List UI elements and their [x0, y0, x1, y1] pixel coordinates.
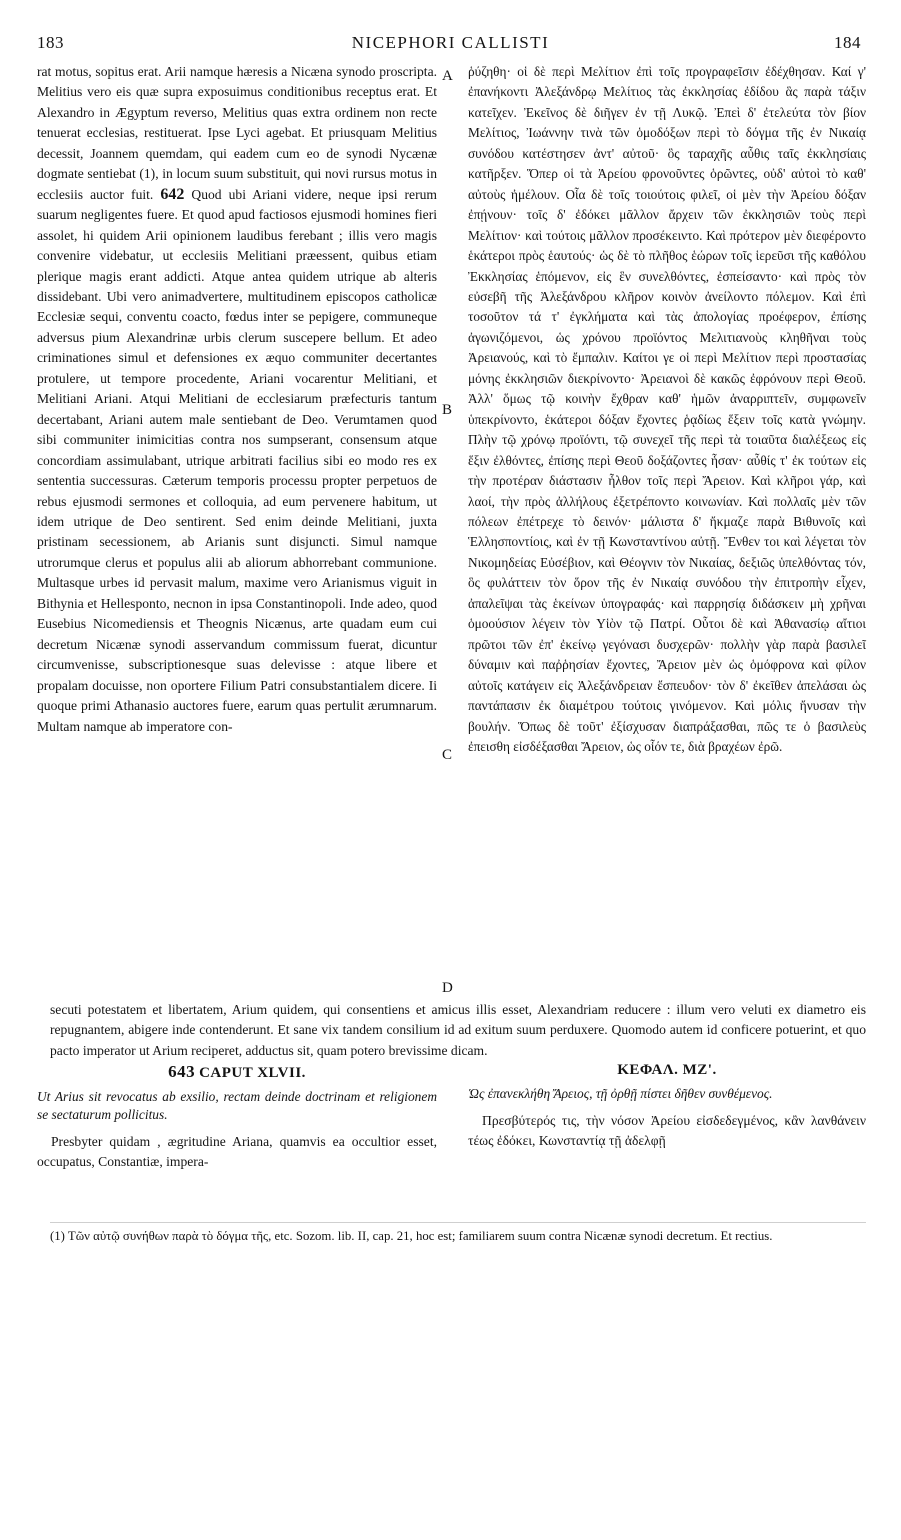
latin-text-2: Quod ubi Ariani videre, neque ipsi rerum suarum negligentes fuere. Et quod apud factiosos ejusmodi homines fieri assolet, hi quidem Arii opinionem laudibus ferebant ; illis vero magis convenire videbatur, ut ecclesiis Melitiani præessent, quibus etiam plerique magis erant addicti. Atque antea quidem utrique ab alteris dissidebant. Ubi vero animadvertere, multitudinem episcopos catholicæ Ecclesiæ sequi, conventu coacto, fœdus inter se pepigere, communeque adversus pium Alexandrinæ urbis clerum suscepere bellum. Et adeo criminationes simul et defensiones ex æquo communiter decertantes protulere, ut tempore procedente, Ariani vocarentur Melitiani, et Melitiani Ariani. Atqui Melitiani de ecclesiarum præfecturis tantum decertabant, Ariani autem male sentiebant de Deo. Verumtamen quod sibi communiter inimicitias contra nos sumpserant, consensum atque concordiam assimulabant, utrique arbitrati facilius sibi eo modo res ex sententia successuras. Cæterum temporis processu propter perpetuos de rebus ejusmodi sermones et colloquia, ad eum pervenere habitum, ut idem utrique de Deo sentirent. Sed enim deinde Melitiani, juxta pristinam secessionem, ab Arianis sunt disjuncti. Simul namque utrorumque clerus et populus alii ab aliorum abhorrebant communione. Multasque urbes id pervasit malum, maxime vero Arianismus viguit in Bithynia et Hellesponto, necnon in ipsa Constantinopoli. Inde adeo, quod Eusebius Nicomediensis et Theognis Nicænus, arte quadam eum cui decretum Nicænæ synodi asservandum commissum fuerat, dicuntur circumvenisse, subscriptionesque suas delevisse : atque libere et propalam docuisse, non oportere Filium Patri consubstantialem dicere. Ii quoque primi Athanasio auctores fuere, earum quas pertulit ærumnarum. Multam namque ab imperatore con-	[37, 186, 437, 734]
latin-chapter-text: Presbyter quidam , ægritudine Ariana, quamvis ea occultior esset, occupatus, Constantiæ, impera-	[37, 1134, 437, 1170]
latin-full-width-text	[50, 1000, 866, 1061]
greek-chapter-heading: ΚΕΦΑΛ. ΜΖ'.	[617, 1062, 717, 1078]
section-marker-c: C	[442, 747, 453, 763]
greek-chapter-text: Πρεσβύτερός τις, τὴν νόσον Ἀρείου εἰσδεδεγμένος, κἂν λανθάνειν τέως ἐδόκει, Κωνσταντίᾳ τῇ ἀδελφῇ	[468, 1113, 866, 1149]
section-marker-b: B	[442, 402, 453, 418]
page-number-left: 183	[37, 33, 64, 52]
greek-chapter	[468, 1062, 866, 1152]
latin-chapter	[37, 1062, 437, 1173]
latin-paragraph	[37, 62, 437, 737]
margin-number: 642	[160, 185, 185, 203]
greek-paragraph: ῥύζηθη· οἱ δὲ περὶ Μελίτιον ἐπὶ τοῖς προγραφεῖσιν ἐδέχθησαν. Καί γ' ἐπανήκοντι Ἀλεξάνδρῳ Μελίτιος τὰς ἐκκλησίας ἐδίδου ἃς παρὰ τάξιν κατεῖχεν. Ἐκεῖνος δὲ διῆγεν ἐν τῇ Λυκῷ. Ἐπεὶ δ' ἐτελεύτα τὸν βίον Μελίτιος, Ἰωάννην τινὰ τῶν ὁμοδόξων περὶ τὸ δόγμα τῆς ἐν Νικαίᾳ συνόδου κατέστησεν ἀντ' αὐτοῦ· ὃς ταραχῆς αὖθις ταῖς ἐκκλησίαις κατῆρξεν. Ὅπερ οἱ τὰ Ἀρείου φρονοῦντες ὁρῶντες, οὐδ' αὐτοὶ τὸ καθ' αὐτοὺς ἠμέλουν. Οἷα δὲ τοῖς τοιούτοις φιλεῖ, οἱ μὲν τὴν Ἀρείου δόξαν ἐπῄνουν· τοῖς δ' ἐδόκει μᾶλλον ἄρχειν τῶν ἐκκλησιῶν τοὺς περὶ Μελίτιον· καὶ τούτοις μᾶλλον προσέκειντο. Καὶ πρότερον μὲν διεφέροντο ἑκάτεροι πρὸς ἑαυτούς· ὡς δὲ τὸ πλῆθος ἑώρων τοῖς ἱερεῦσι τῆς καθόλου Ἐκκλησίας ἑπόμενον, εἰς ἓν συνελθόντες, ἐσπείσαντο· καὶ πρὸς τὸν εὐσεβῆ τῆς Ἀλεξάνδρου κλῆρον κοινὸν ἀνείλοντο πόλεμον. Καὶ ἐπὶ τοσοῦτον τά τ' ἐγκλήματα καὶ τὰς ἀπολογίας προέφερον, ἐπίσης ἀγωνιζόμενοι, ὡς χρόνου προϊόντος Μελιτιανοὺς κληθῆναι τοὺς Ἀρειανούς, καὶ τὸ ἔμπαλιν. Καίτοι γε οἱ περὶ Μελίτιον περὶ προστασίας μόνης ἐκκλησιῶν διεκρίνοντο· Ἀρειανοὶ δὲ κακῶς ἐφρόνουν περὶ Θεοῦ. Ἀλλ' ὅμως τῷ κοινὴν ἔχθραν καθ' ἡμῶν ἀναρριπτεῖν, συμφωνεῖν ὑπεκρίνοντο, ἑκάτεροι δόξαν ἔχοντες ῥᾳδίως ἕξειν τοῖς κατὰ γνώμην. Πλὴν τῷ χρόνῳ προϊόντι, τῷ συνεχεῖ τῆς περὶ τὰ τοιαῦτα διαλέξεως εἰς ἕξιν ἐλθόντες, ἐπίσης περὶ Θεοῦ δοξάζοντες ἦσαν· αὖθίς τ' ἐκ τούτων εἰς τὴν προτέραν διάστασιν ἦλθον τοῖς περὶ Ἄρειον. Καὶ κλῆροι γάρ, καὶ λαοί, τὴν πρὸς ἀλλήλους ἐξετρέποντο κοινωνίαν. Καὶ πολλαῖς μὲν τῶν πόλεων ἐπέτρεχε τὸ δεινόν· μάλιστα δ' ἤκμαζε παρὰ Βιθυνοῖς καὶ Ἑλλησποντίοις, καὶ ἐν τῇ Κωνσταντίνου αὐτῇ. Ἔνθεν τοι καὶ λέγεται τὸν Νικομηδείας Εὐσέβιον, καὶ Θέογνιν τὸν Νικαίας, δεξιῶς ὑπελθόντας τόν, ὃς φυλάττειν τὸν ὅρον τῆς ἐν Νικαίᾳ συνόδου τὴν ἐπιτροπὴν εἶχεν, ἀπαλεῖψαι τὰς ἑκείνων ὑπογραφάς· καὶ παρρησίᾳ διδάσκειν μὴ χρῆναι ὁμοούσιον λέγειν τὸν Υἱὸν τῷ Πατρί. Οὗτοι δὲ καὶ Ἀθανασίῳ αἴτιοι πρῶτοι τῶν ἐπ' ἐκείνῳ γεγόνασι δυσχερῶν· πολλὴν γὰρ παρὰ βασιλεῖ δύναμιν καὶ παῤῥησίαν ἔχοντες, Ἄρειον μὲν ὡς ὁμόφρονα καὶ φίλον αὐτοῖς κατάγειν εἰς Ἀλεξάνδρειαν ἔσπευδον· τὸν δ' ἐκεῖθεν ἀπελάσαι ὡς παντάπασιν ἐκ διαμέτρου τούτοις γινόμενον. Καὶ μόλις ἤνυσαν τὴν βουλήν. Ὅπως δὲ τοῦτ' ἐξίσχυσαν διαπράξασθαι, πῶς τε ὁ βασιλεὺς ἐπεισθη εἰσδέξασθαι Ἄρειον, ὡς οἷόν τε, διὰ βραχέων ἐρῶ.	[468, 64, 866, 754]
latin-chapter-heading	[37, 1062, 437, 1082]
latin-text-1: rat motus, sopitus erat. Arii namque hæresis a Nicæna synodo proscripta. Melitius vero eis quæ supra exposuimus conditionibus receptus erat. Et Alexandro in Ægyptum reverso, Melitius quas extra ordinem non recte tenuerat ecclesias, restituerat. Ipse Lyci agebat. Et priusquam Melitius decessit, Joannem quemdam, qui eadem cum eo de synodi Nycænæ dogmate sentiebat (1), in locum suum substituit, qui novi rursus motus in ecclesiis auctor fuit.	[37, 64, 437, 202]
latin-chapter-summary: Ut Arius sit revocatus ab exsilio, rectam deinde doctrinam et religionem se sectaturum pollicitus.	[37, 1089, 437, 1122]
chapter-margin-number: 643	[168, 1062, 196, 1081]
latin-column	[37, 62, 437, 737]
running-title: NICEPHORI CALLISTI	[351, 33, 550, 52]
page-number-right: 184	[834, 33, 861, 52]
section-marker-a: A	[442, 68, 453, 84]
section-marker-d: D	[442, 980, 453, 996]
footnote: (1) Τῶν αὐτῷ συνήθων παρὰ τὸ δόγμα τῆς, etc. Sozom. lib. II, cap. 21, hoc est; familiarem suum contra Nicænæ synodi decretum. Et rectius.	[50, 1229, 773, 1243]
greek-column	[468, 62, 866, 757]
greek-chapter-summary: Ὡς ἐπανεκλήθη Ἄρειος, τῇ ὀρθῇ πίστει δῆθεν συνθέμενος.	[468, 1086, 773, 1101]
latin-chapter-title: CAPUT XLVII.	[199, 1065, 306, 1081]
footnote-rule	[50, 1222, 866, 1223]
latin-continuation: secuti potestatem et libertatem, Arium quidem, qui consentiens et amicus illis esset, Alexandriam reducere : illum vero veluti ex diametro eis repugnantem, abigere inde contenderunt. Et sane vix tandem consilium id ad exitum suum perduxere. Quomodo autem id conficere potuerint, et quo pacto imperator ut Arium reciperet, adductus sit, quam potero brevissime dicam.	[50, 1002, 866, 1058]
